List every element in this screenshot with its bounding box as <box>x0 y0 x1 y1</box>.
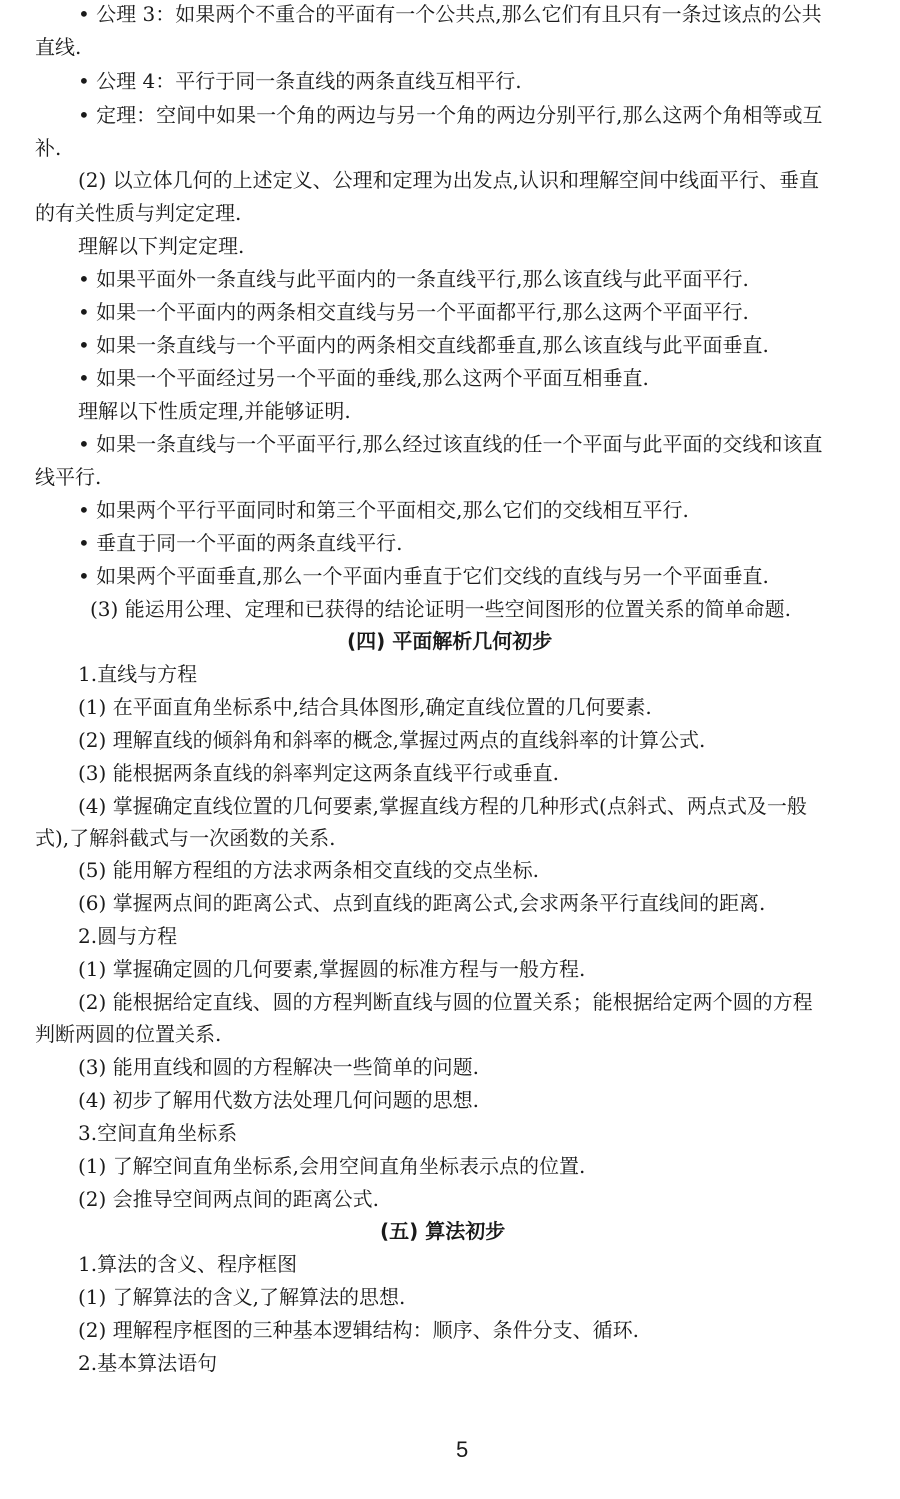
text-line: (6) 掌握两点间的距离公式、点到直线的距离公式,会求两条平行直线间的距离. <box>78 891 766 915</box>
text-line: (5) 能用解方程组的方法求两条相交直线的交点坐标. <box>78 858 540 882</box>
text-line: (2) 理解直线的倾斜角和斜率的概念,掌握过两点的直线斜率的计算公式. <box>78 728 706 752</box>
text-line: 理解以下性质定理,并能够证明. <box>78 399 351 423</box>
text-line: (2) 会推导空间两点间的距离公式. <box>78 1187 380 1211</box>
text-line: • 如果一条直线与一个平面内的两条相交直线都垂直,那么该直线与此平面垂直. <box>78 333 769 357</box>
text-line: • 公理 4：平行于同一条直线的两条直线互相平行. <box>78 69 522 93</box>
text-line: (1) 了解空间直角坐标系,会用空间直角坐标表示点的位置. <box>78 1154 586 1178</box>
text-line: (2) 能根据给定直线、圆的方程判断直线与圆的位置关系；能根据给定两个圆的方程 <box>78 990 813 1014</box>
text-line: (2) 理解程序框图的三种基本逻辑结构：顺序、条件分支、循环. <box>78 1318 640 1342</box>
text-line: • 定理：空间中如果一个角的两边与另一个角的两边分别平行,那么这两个角相等或互 <box>78 103 823 127</box>
text-line: 理解以下判定定理. <box>78 234 245 258</box>
text-line: (1) 了解算法的含义,了解算法的思想. <box>78 1285 406 1309</box>
page-number: 5 <box>456 1437 469 1462</box>
text-line: 直线. <box>35 35 82 59</box>
text-line: (4) 掌握确定直线位置的几何要素,掌握直线方程的几种形式(点斜式、两点式及一般 <box>78 794 807 818</box>
text-line: (3) 能根据两条直线的斜率判定这两条直线平行或垂直. <box>78 761 560 785</box>
text-line: • 如果两个平面垂直,那么一个平面内垂直于它们交线的直线与另一个平面垂直. <box>78 564 769 588</box>
text-line: • 如果一个平面经过另一个平面的垂线,那么这两个平面互相垂直. <box>78 366 649 390</box>
text-line: • 如果一个平面内的两条相交直线与另一个平面都平行,那么这两个平面平行. <box>78 300 749 324</box>
section-heading: (五) 算法初步 <box>380 1219 506 1243</box>
text-line: (4) 初步了解用代数方法处理几何问题的思想. <box>78 1088 480 1112</box>
text-line: 式),了解斜截式与一次函数的关系. <box>35 826 336 850</box>
text-line: • 如果一条直线与一个平面平行,那么经过该直线的任一个平面与此平面的交线和该直 <box>78 432 823 456</box>
text-line: (3) 能用直线和圆的方程解决一些简单的问题. <box>78 1055 480 1079</box>
text-line: 1.直线与方程 <box>78 662 198 686</box>
section-heading: (四) 平面解析几何初步 <box>347 629 553 653</box>
text-line: (2) 以立体几何的上述定义、公理和定理为出发点,认识和理解空间中线面平行、垂直 <box>78 168 820 192</box>
text-line: 3.空间直角坐标系 <box>78 1121 238 1145</box>
text-line: 2.圆与方程 <box>78 924 178 948</box>
text-line: (1) 掌握确定圆的几何要素,掌握圆的标准方程与一般方程. <box>78 957 586 981</box>
text-line: 补. <box>35 136 62 160</box>
text-line: • 如果两个平行平面同时和第三个平面相交,那么它们的交线相互平行. <box>78 498 689 522</box>
text-line: (3) 能运用公理、定理和已获得的结论证明一些空间图形的位置关系的简单命题. <box>90 597 792 621</box>
text-line: 的有关性质与判定定理. <box>35 201 242 225</box>
text-line: 线平行. <box>35 465 102 489</box>
text-line: • 公理 3：如果两个不重合的平面有一个公共点,那么它们有且只有一条过该点的公共 <box>78 2 822 26</box>
text-line: 1.算法的含义、程序框图 <box>78 1252 298 1276</box>
text-line: • 垂直于同一个平面的两条直线平行. <box>78 531 403 555</box>
text-line: 判断两圆的位置关系. <box>35 1022 222 1046</box>
text-line: • 如果平面外一条直线与此平面内的一条直线平行,那么该直线与此平面平行. <box>78 267 749 291</box>
text-line: 2.基本算法语句 <box>78 1351 218 1375</box>
text-line: (1) 在平面直角坐标系中,结合具体图形,确定直线位置的几何要素. <box>78 695 652 719</box>
